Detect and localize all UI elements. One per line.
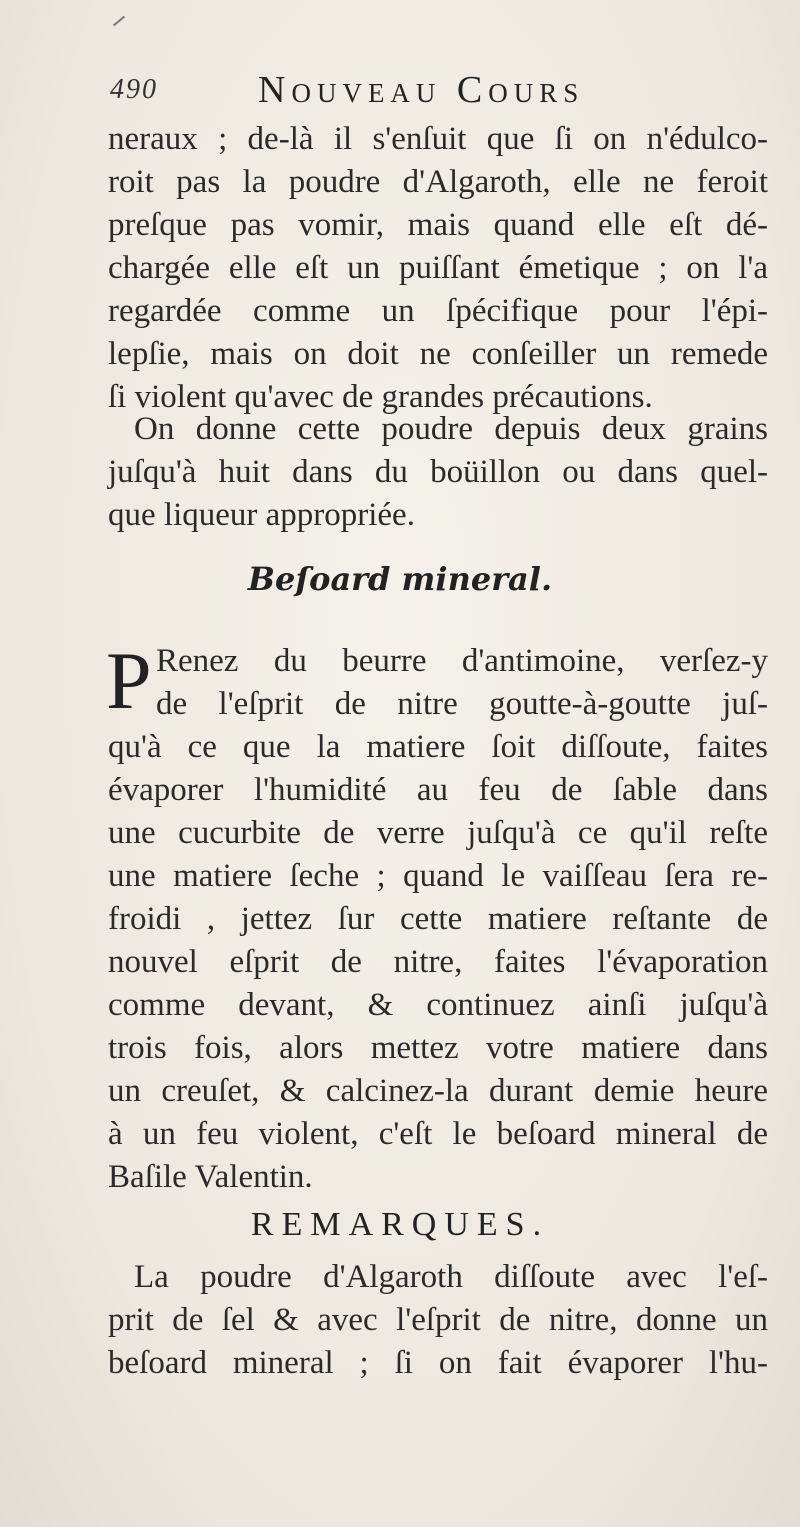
text-line: qu'à ce que la matiere ſoit diſſoute, faites <box>108 729 768 765</box>
text-line: La poudre d'Algaroth diſſoute avec l'eſ- <box>134 1259 768 1295</box>
ink-mark <box>113 16 125 27</box>
text-line: On donne cette poudre depuis deux grains <box>134 411 768 447</box>
dropcap-wrapper <box>106 635 768 726</box>
text-line: nouvel eſprit de nitre, faites l'évaporation <box>108 944 768 980</box>
page-header <box>110 68 670 118</box>
text-line: Renez du beurre d'antimoine, verſez-y <box>156 643 768 679</box>
paragraph-remarks <box>108 1256 768 1385</box>
text-line: une cucurbite de verre juſqu'à ce qu'il reſte <box>108 815 768 851</box>
paragraph-continuation <box>108 118 768 419</box>
paragraph-dosage <box>108 408 768 537</box>
text-line: trois fois, alors mettez votre matiere dans <box>108 1030 768 1066</box>
text-line: comme devant, & continuez ainſi juſqu'à <box>108 987 768 1023</box>
text-line: évaporer l'humidité au feu de ſable dans <box>108 772 768 808</box>
paragraph-recipe <box>106 635 768 1199</box>
text-line: beſoard mineral ; ſi on fait évaporer l'hu- <box>108 1345 768 1381</box>
text-line: à un feu violent, c'eſt le beſoard mineral de <box>108 1116 768 1152</box>
text-line: preſque pas vomir, mais quand elle eſt dé- <box>108 207 768 243</box>
page-number: 490 <box>110 74 158 105</box>
text-line: de l'eſprit de nitre goutte-à-goutte juſ- <box>156 686 768 722</box>
text-line: prit de ſel & avec l'eſprit de nitre, donne un <box>108 1302 768 1338</box>
text-line: neraux ; de-là il s'enſuit que ſi on n'édulco- <box>108 121 768 157</box>
text-line: que liqueur appropriée. <box>108 497 415 533</box>
text-line: ſi violent qu'avec de grandes précautions. <box>108 379 653 415</box>
running-title: Nouveau Cours <box>258 69 585 111</box>
text-line: regardée comme un ſpécifique pour l'épi- <box>108 293 768 329</box>
text-line: juſqu'à huit dans du boüillon ou dans quel- <box>108 454 768 490</box>
text-line: roit pas la poudre d'Algaroth, elle ne feroit <box>108 164 768 200</box>
section-title: Beſoard mineral. <box>247 560 553 598</box>
text-line: froidi , jettez ſur cette matiere reſtante de <box>108 901 768 937</box>
remarks-heading: REMARQUES. <box>250 1206 550 1243</box>
text-line: un creuſet, & calcinez-la durant demie heure <box>108 1073 768 1109</box>
text-line: chargée elle eſt un puiſſant émetique ; on l'a <box>108 250 768 286</box>
text-line: Baſile Valentin. <box>108 1159 313 1195</box>
text-line: lepſie, mais on doit ne conſeiller un remede <box>108 336 768 372</box>
text-line: une matiere ſeche ; quand le vaiſſeau ſera re- <box>108 858 768 894</box>
drop-cap: P <box>106 635 152 726</box>
